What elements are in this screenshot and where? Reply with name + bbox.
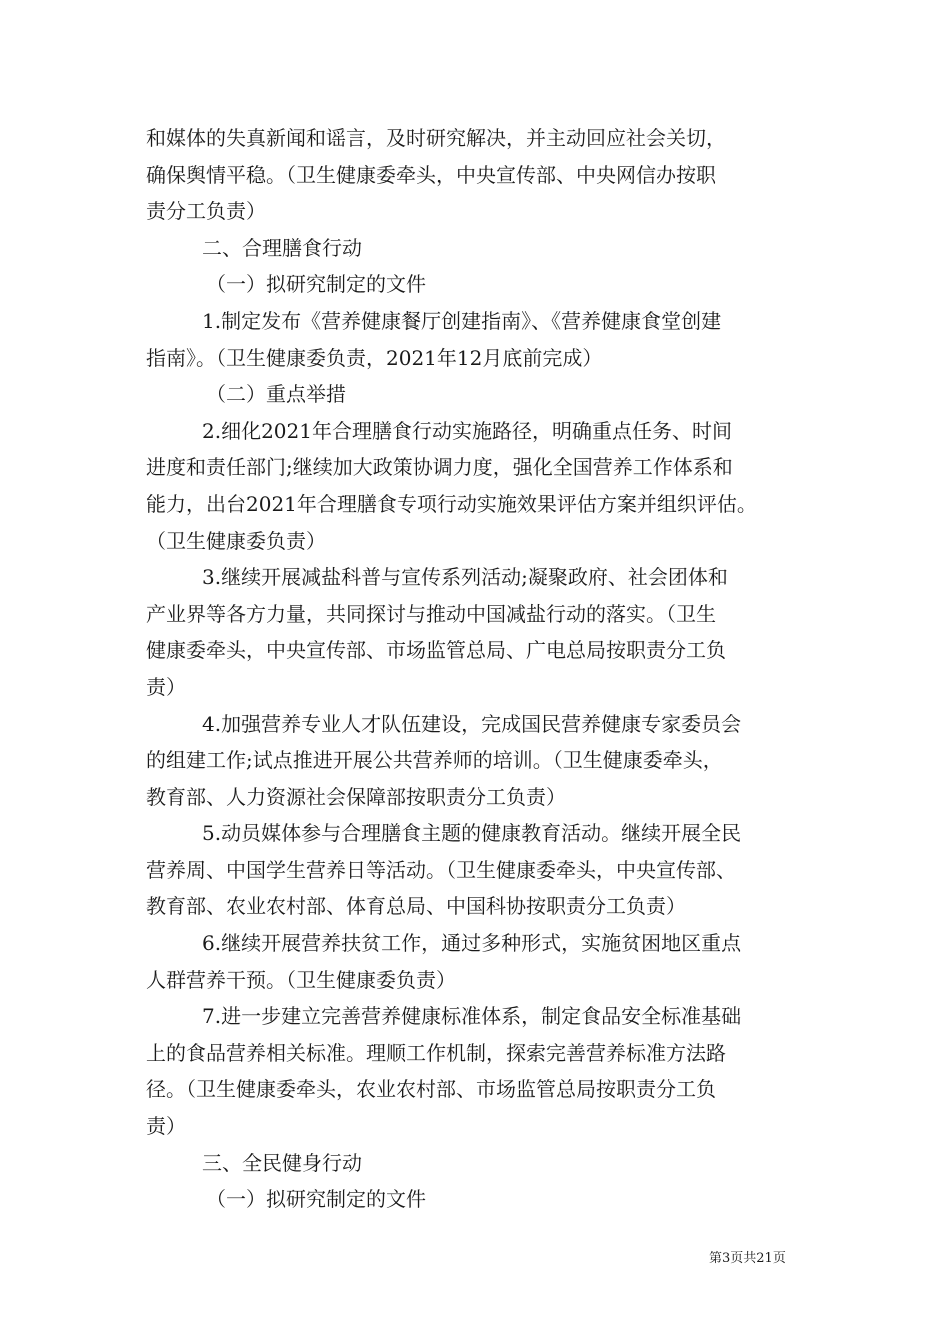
- section-heading: 三、全民健身行动: [202, 1150, 362, 1175]
- paragraph-line: 能力，出台2021年合理膳食专项行动实施效果评估方案并组织评估。: [146, 491, 757, 516]
- paragraph-line: 4.加强营养专业人才队伍建设，完成国民营养健康专家委员会: [202, 711, 742, 736]
- paragraph-line: （卫生健康委负责）: [146, 528, 326, 553]
- paragraph-line: 营养周、中国学生营养日等活动。（卫生健康委牵头，中央宣传部、: [146, 857, 736, 882]
- paragraph-line: 教育部、农业农村部、体育总局、中国科协按职责分工负责）: [146, 894, 686, 919]
- paragraph-line: 的组建工作;试点推进开展公共营养师的培训。（卫生健康委牵头，: [146, 748, 723, 773]
- paragraph-line: 3.继续开展减盐科普与宣传系列活动;凝聚政府、社会团体和: [202, 565, 728, 590]
- page-number: 第3页共21页: [709, 1251, 786, 1266]
- paragraph-line: 2.细化2021年合理膳食行动实施路径，明确重点任务、时间: [202, 418, 732, 443]
- subsection-heading: （一）拟研究制定的文件: [206, 272, 426, 297]
- paragraph-line: 确保舆情平稳。（卫生健康委牵头，中央宣传部、中央网信办按职: [146, 162, 716, 187]
- subsection-heading: （二）重点举措: [206, 382, 346, 407]
- paragraph-line: 1.制定发布《营养健康餐厅创建指南》、《营养健康食堂创建: [202, 308, 722, 333]
- paragraph-line: 人群营养干预。（卫生健康委负责）: [146, 967, 456, 992]
- paragraph-line: 和媒体的失真新闻和谣言，及时研究解决，并主动回应社会关切，: [146, 126, 726, 150]
- paragraph-line: 责分工负责）: [146, 199, 266, 224]
- paragraph-line: 径。（卫生健康委牵头，农业农村部、市场监管总局按职责分工负: [146, 1077, 716, 1102]
- paragraph-line: 教育部、人力资源社会保障部按职责分工负责）: [146, 784, 566, 809]
- paragraph-line: 责）: [146, 1114, 186, 1139]
- document-body: [146, 120, 818, 1218]
- paragraph-line: 进度和责任部门;继续加大政策协调力度，强化全国营养工作体系和: [146, 455, 733, 480]
- paragraph-line: 责）: [146, 674, 186, 699]
- paragraph-line: 5.动员媒体参与合理膳食主题的健康教育活动。继续开展全民: [202, 821, 742, 846]
- paragraph-line: 6.继续开展营养扶贫工作，通过多种形式，实施贫困地区重点: [202, 931, 742, 956]
- section-heading: 二、合理膳食行动: [202, 235, 362, 260]
- paragraph-line: 7.进一步建立完善营养健康标准体系，制定食品安全标准基础: [202, 1004, 742, 1029]
- paragraph-line: 健康委牵头，中央宣传部、市场监管总局、广电总局按职责分工负: [146, 638, 726, 663]
- subsection-heading: （一）拟研究制定的文件: [206, 1187, 426, 1212]
- paragraph-line: 指南》。（卫生健康委负责，2021年12月底前完成）: [146, 345, 603, 370]
- paragraph-line: 产业界等各方力量，共同探讨与推动中国减盐行动的落实。（卫生: [146, 601, 716, 626]
- paragraph-line: 上的食品营养相关标准。理顺工作机制，探索完善营养标准方法路: [146, 1040, 726, 1065]
